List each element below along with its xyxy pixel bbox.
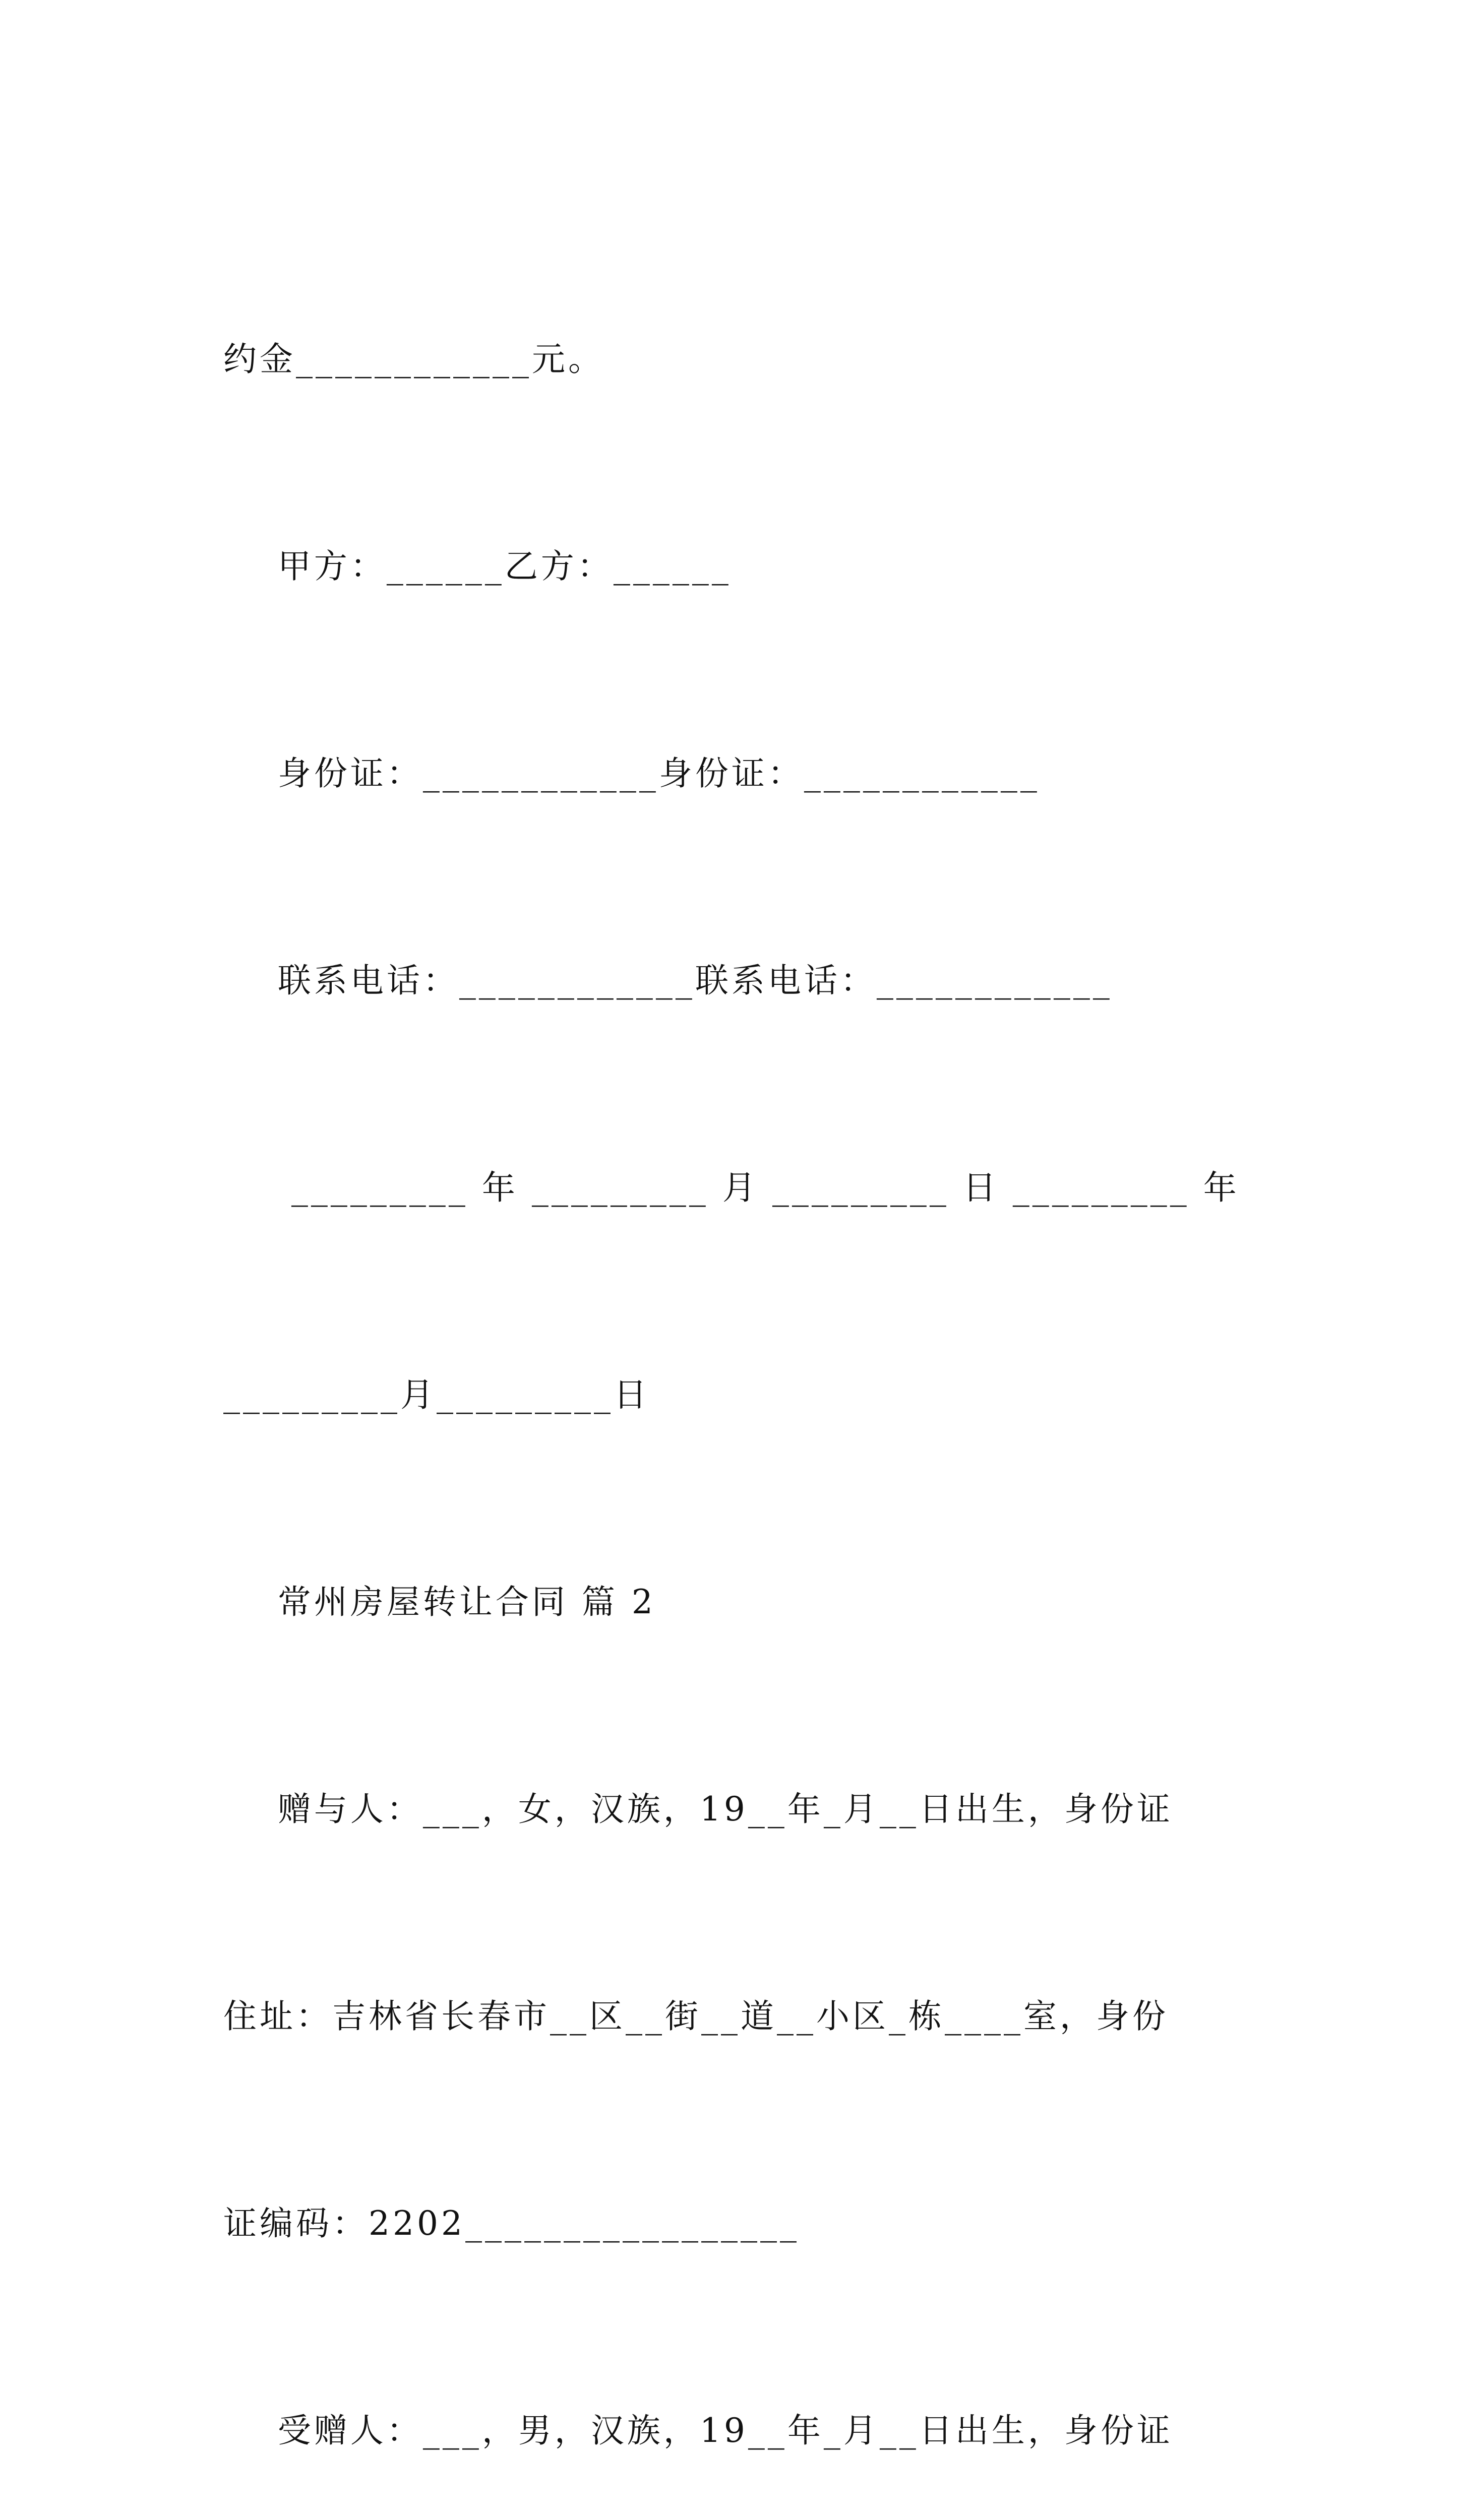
text-line-deposit: 约金____________元。 — [223, 340, 604, 379]
text-line-parties: 甲方：______乙方：______ — [223, 547, 732, 586]
text-line-donee-1: 受赠人：___，男，汉族，19__年_月__日出生，身份证 — [223, 2411, 1173, 2450]
text-line-donor-2: 住址：吉林省长春市__区__街__道__小区_栋____室，身份 — [223, 1997, 1169, 2036]
document-body — [223, 186, 1252, 2520]
text-line-donor-1: 赠与人：___，女，汉族，19__年_月__日出生，身份证 — [223, 1790, 1173, 1829]
text-line-phone: 联系电话：____________联系电话：____________ — [223, 961, 1113, 1000]
text-line-donor-3: 证编码：2202_________________ — [223, 2204, 800, 2243]
text-line-date-2: _________月_________日 — [223, 1375, 650, 1414]
text-line-date-1: _________ 年 _________ 月 _________ 日 _________ 年 — [223, 1168, 1240, 1207]
text-line-id-card: 身份证：____________身份证：____________ — [223, 754, 1040, 793]
section-title: 常州房屋转让合同 篇 2 — [223, 1583, 656, 1621]
